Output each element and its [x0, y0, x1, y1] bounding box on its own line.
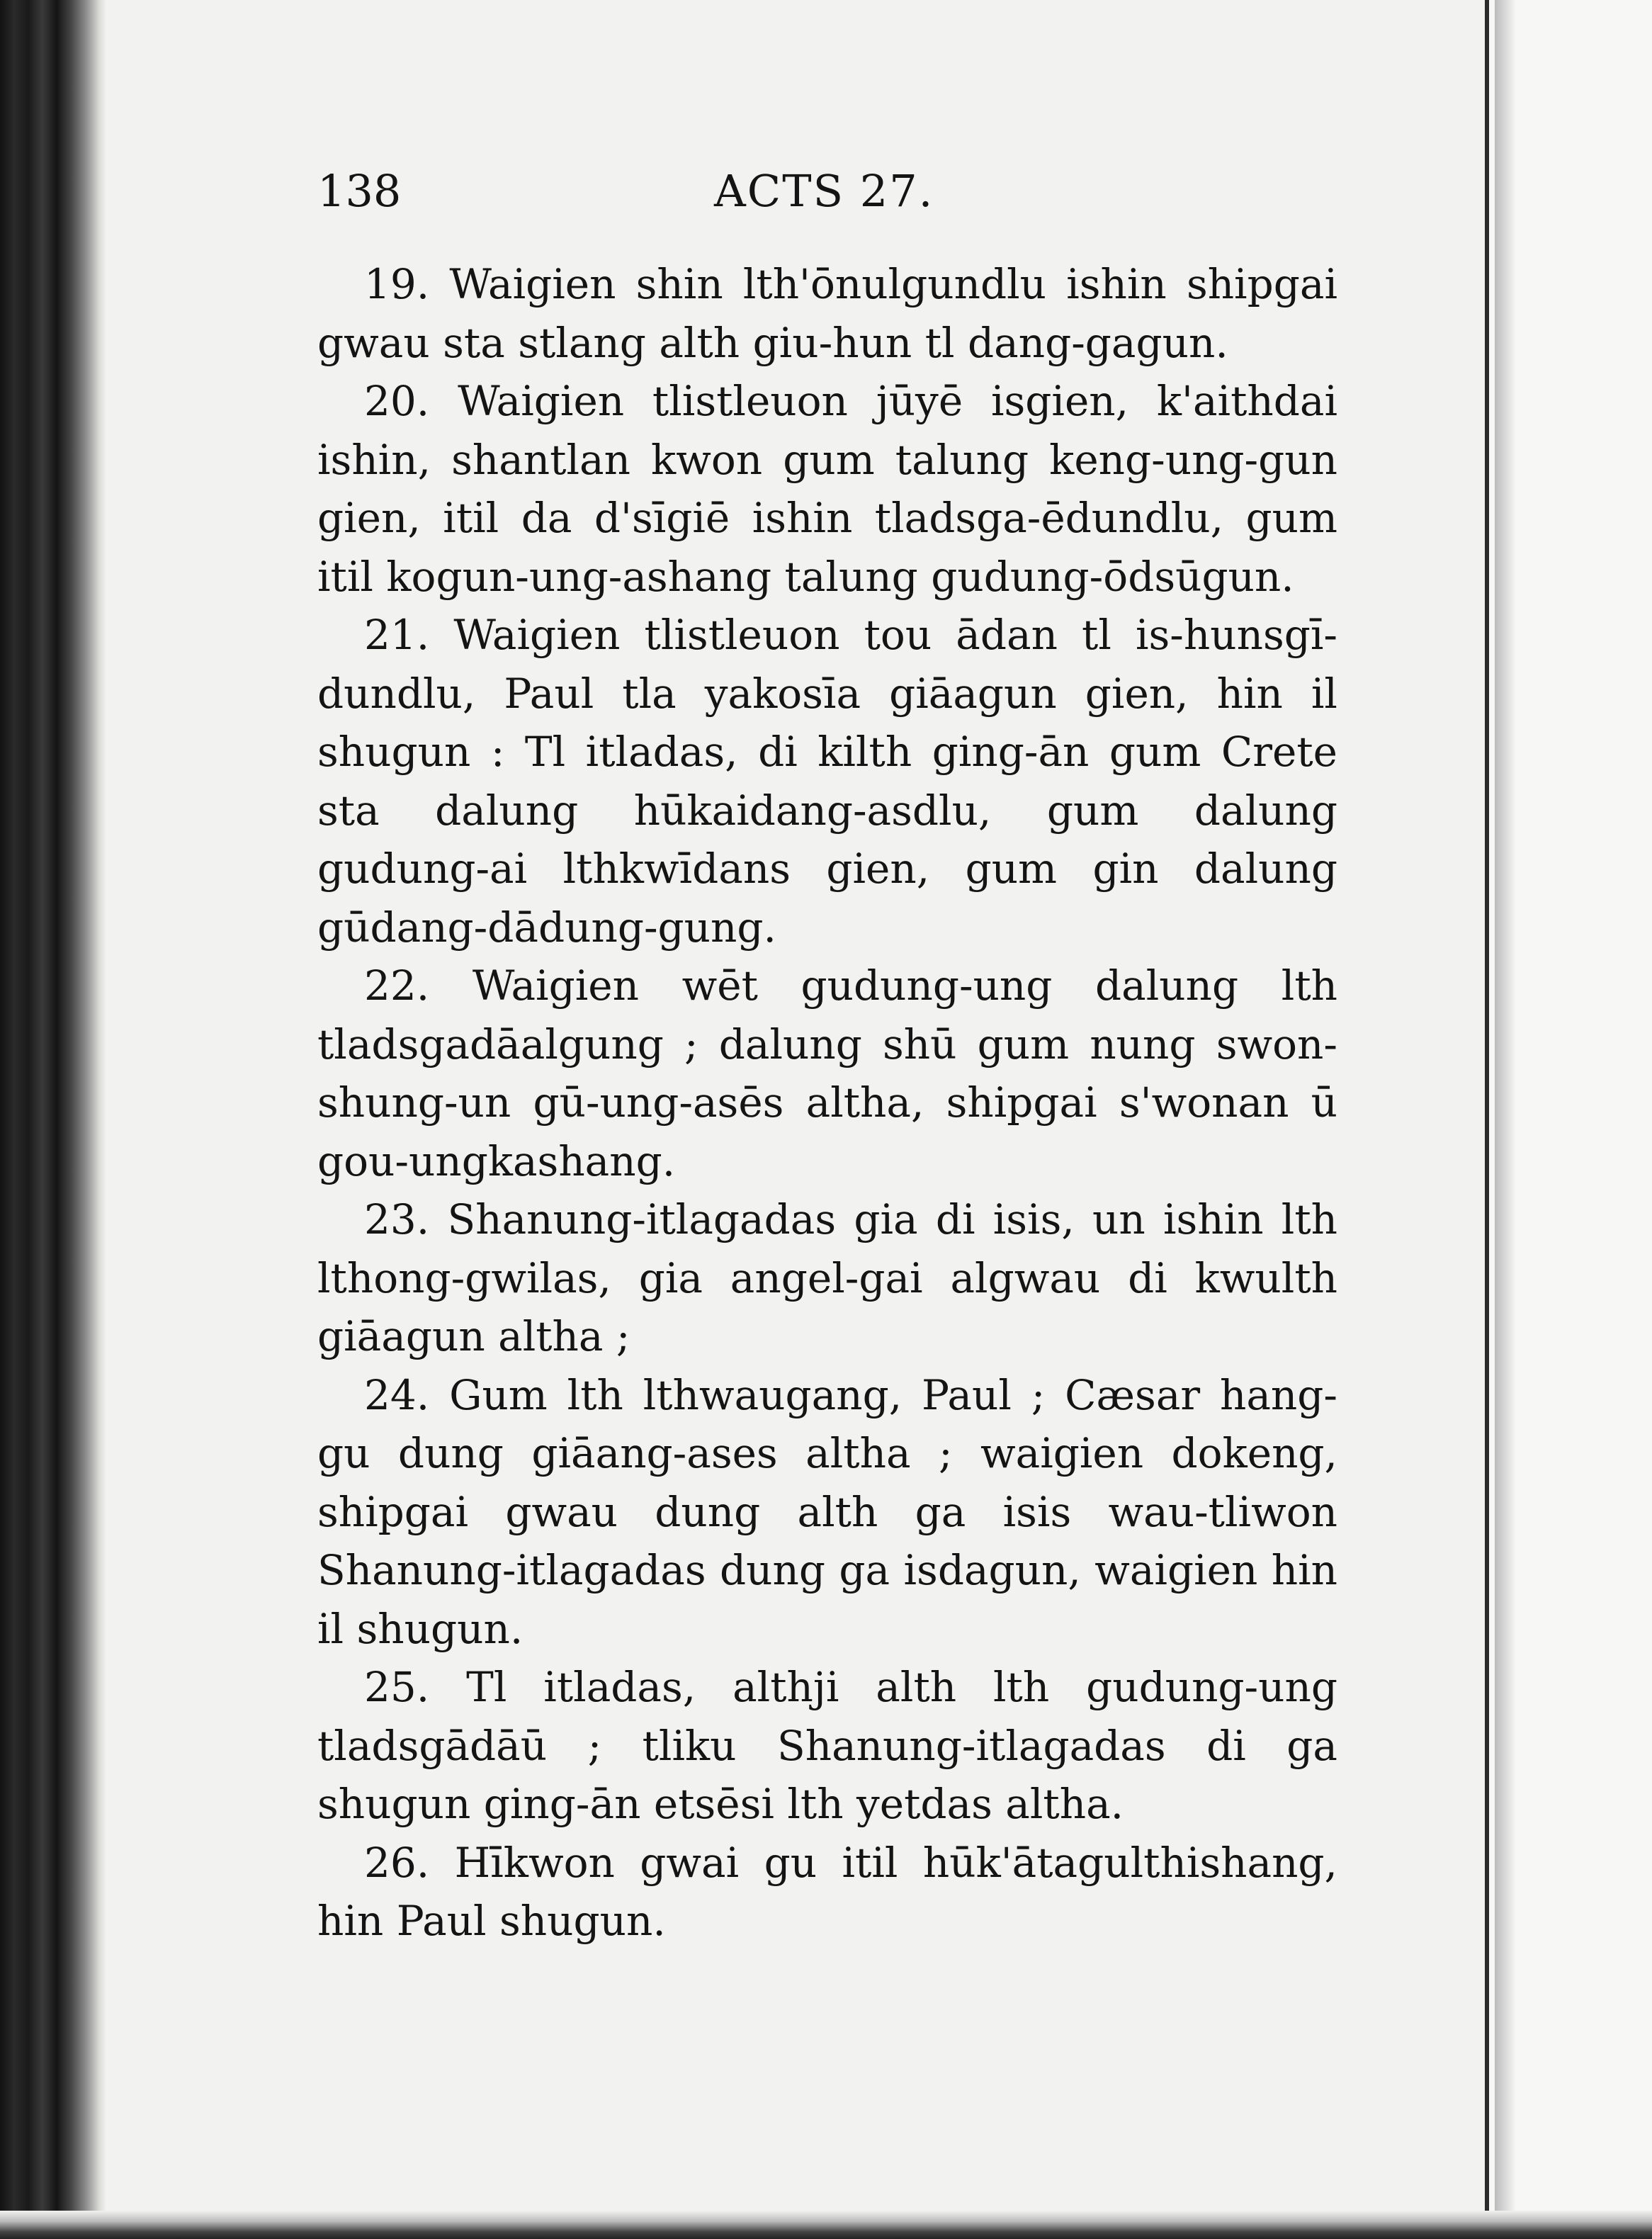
- verse-text: Waigien shin lth'ōnulgundlu ishin shipgai gwau sta stlang alth giu-hun tl dang-gagun.: [317, 260, 1337, 367]
- verse-number: 20.: [364, 377, 430, 425]
- adjacent-page-edge: [1485, 0, 1652, 2239]
- verse-19: [317, 255, 1337, 372]
- verse-text: Gum lth lthwaugang, Paul ; Cæsar hang-gu dung giāang-ases altha ; waigien dokeng, shipgai gwau dung alth ga isis wau-tliwon Shanung-itlagadas dung ga isdagun, waigien hin il shugun.: [317, 1370, 1337, 1653]
- verse-number: 24.: [364, 1370, 430, 1419]
- verse-21: [317, 606, 1337, 957]
- page-number: 138: [317, 165, 402, 217]
- verse-text: Waigien tlistleuon tou ādan tl is-hunsgī-dundlu, Paul tla yakosīa giāagun gien, hin il shugun : Tl itladas, di kilth ging-ān gum Crete sta dalung hūkaidang-asdlu, gum dalung gudung-ai lthkwīdans gien, gum gin dalung gūdang-dādung-gung.: [317, 611, 1337, 952]
- chapter-heading: ACTS 27.: [714, 165, 934, 217]
- running-head: [317, 156, 1337, 227]
- verse-26: [317, 1834, 1337, 1951]
- verse-25: [317, 1658, 1337, 1834]
- page-content: [317, 156, 1337, 1951]
- verse-23: [317, 1190, 1337, 1366]
- verse-text: Shanung-itlagadas gia di isis, un ishin lth lthong-gwilas, gia angel-gai algwau di kwulth giāagun altha ;: [317, 1195, 1337, 1360]
- verse-20: [317, 372, 1337, 606]
- book-binding: [0, 0, 106, 2239]
- verse-text: Waigien wēt gudung-ung dalung lth tladsgadāalgung ; dalung shū gum nung swon-shung-un gū-ung-asēs altha, shipgai s'wonan ū gou-ungkashang.: [317, 961, 1338, 1185]
- page-bottom-edge: [0, 2211, 1652, 2239]
- verse-24: [317, 1366, 1337, 1659]
- verse-number: 21.: [364, 611, 430, 659]
- body-text: [317, 255, 1337, 1951]
- verse-number: 22.: [364, 961, 430, 1010]
- verse-number: 19.: [364, 260, 430, 308]
- verse-number: 26.: [364, 1838, 430, 1887]
- verse-text: Waigien tlistleuon jūyē isgien, k'aithdai ishin, shantlan kwon gum talung keng-ung-gun gien, itil da d'sīgiē ishin tladsga-ēdundlu, gum itil kogun-ung-ashang talung gudung-ōdsūgun.: [317, 377, 1337, 601]
- verse-number: 25.: [364, 1663, 430, 1711]
- verse-22: [317, 957, 1337, 1190]
- verse-text: Tl itladas, althji alth lth gudung-ung tladsgādāū ; tliku Shanung-itlagadas di ga shugun ging-ān etsēsi lth yetdas altha.: [317, 1663, 1337, 1828]
- verse-number: 23.: [364, 1195, 430, 1243]
- verse-text: Hīkwon gwai gu itil hūk'ātagulthishang, hin Paul shugun.: [317, 1838, 1337, 1945]
